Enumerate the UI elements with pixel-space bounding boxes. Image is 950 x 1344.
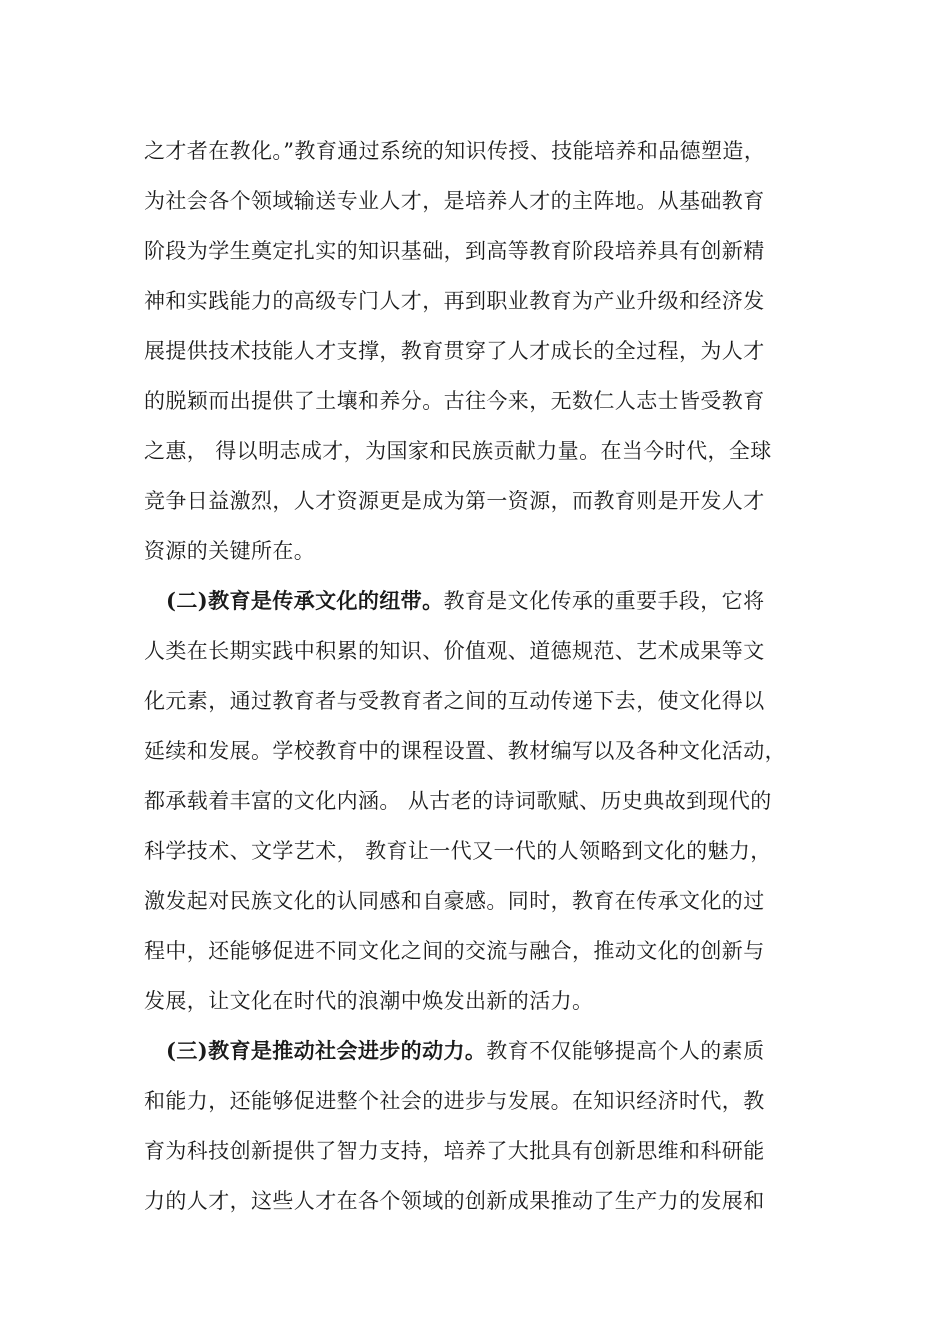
paragraph-1-line-5: 展提供技术技能人才支撑，教育贯穿了人才成长的全过程，为人才 [144, 339, 765, 363]
paragraph-2-line-2: 人类在长期实践中积累的知识、价值观、道德规范、艺术成果等文 [144, 639, 765, 663]
paragraph-3-first-line [166, 1036, 764, 1066]
paragraph-3-line-2: 和能力，还能够促进整个社会的进步与发展。在知识经济时代，教 [144, 1089, 765, 1113]
paragraph-2-line-3: 化元素，通过教育者与受教育者之间的互动传递下去，使文化得以 [144, 689, 765, 713]
paragraph-3-first-line-text: 教育不仅能够提高个人的素质 [486, 1039, 765, 1063]
paragraph-2-first-line-text: 教育是文化传承的重要手段，它将 [443, 589, 765, 613]
paragraph-2-line-5: 都承载着丰富的文化内涵。 从古老的诗词歌赋、历史典故到现代的 [144, 789, 772, 813]
paragraph-1-line-1: 之才者在教化。”教育通过系统的知识传授、技能培养和品德塑造， [144, 139, 766, 163]
paragraph-1-line-4: 神和实践能力的高级专门人才，再到职业教育为产业升级和经济发 [144, 289, 765, 313]
paragraph-1-line-6: 的脱颖而出提供了土壤和养分。古往今来，无数仁人志士皆受教育 [144, 389, 765, 413]
paragraph-1-line-8: 竞争日益激烈，人才资源更是成为第一资源，而教育则是开发人才 [144, 489, 765, 513]
section-heading-3: (三)教育是推动社会进步的动力。 [166, 1038, 487, 1063]
section-heading-2: (二)教育是传承文化的纽带。 [166, 588, 444, 613]
paragraph-2-line-4: 延续和发展。学校教育中的课程设置、教材编写以及各种文化活动， [144, 739, 786, 763]
paragraph-2-line-6: 科学技术、文学艺术， 教育让一代又一代的人领略到文化的魅力， [144, 839, 772, 863]
paragraph-3-line-4: 力的人才，这些人才在各个领域的创新成果推动了生产力的发展和 [144, 1189, 765, 1213]
paragraph-2-first-line [166, 586, 764, 616]
paragraph-2-line-7: 激发起对民族文化的认同感和自豪感。同时，教育在传承文化的过 [144, 889, 765, 913]
paragraph-3-line-3: 育为科技创新提供了智力支持，培养了大批具有创新思维和科研能 [144, 1139, 765, 1163]
paragraph-1-line-3: 阶段为学生奠定扎实的知识基础，到高等教育阶段培养具有创新精 [144, 239, 765, 263]
paragraph-1-line-9: 资源的关键所在。 [144, 539, 316, 563]
paragraph-2-line-8: 程中，还能够促进不同文化之间的交流与融合，推动文化的创新与 [144, 939, 765, 963]
paragraph-1-line-7: 之惠， 得以明志成才，为国家和民族贡献力量。在当今时代，全球 [144, 439, 772, 463]
paragraph-2-line-9: 发展，让文化在时代的浪潮中焕发出新的活力。 [144, 989, 594, 1013]
paragraph-1-line-2: 为社会各个领域输送专业人才，是培养人才的主阵地。从基础教育 [144, 189, 765, 213]
